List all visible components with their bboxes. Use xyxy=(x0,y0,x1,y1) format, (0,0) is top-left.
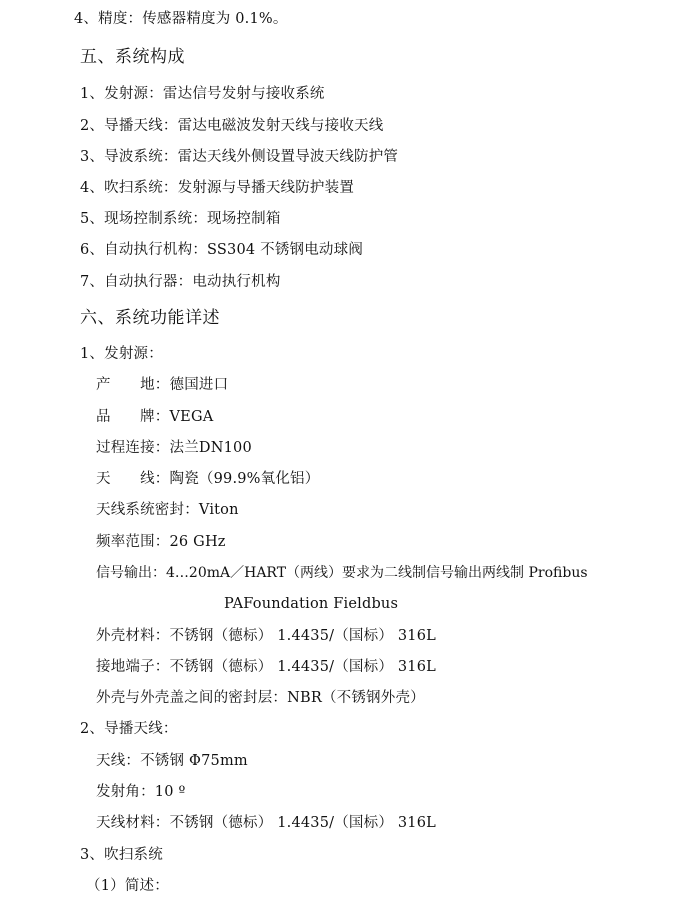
spec-line: 天线：不锈钢 Φ75mm xyxy=(96,753,248,769)
spec-line: 产 地：德国进口 xyxy=(96,377,229,393)
subsection-title: 1、发射源： xyxy=(80,346,163,362)
section-6-heading: 六、系统功能详述 xyxy=(80,308,220,328)
list-item: 2、导播天线：雷达电磁波发射天线与接收天线 xyxy=(80,118,384,134)
spec-line: 外壳材料：不锈钢（德标） 1.4435/（国标） 316L xyxy=(96,628,436,644)
spec-line: 天线材料：不锈钢（德标） 1.4435/（国标） 316L xyxy=(96,815,436,831)
spec-line: 接地端子：不锈钢（德标） 1.4435/（国标） 316L xyxy=(96,659,436,675)
spec-line: 过程连接：法兰DN100 xyxy=(96,440,252,456)
list-item: 3、导波系统：雷达天线外侧设置导波天线防护管 xyxy=(80,149,399,165)
spec-line-continuation: PAFoundation Fieldbus xyxy=(224,596,399,612)
spec-line: 品 牌：VEGA xyxy=(96,409,214,425)
spec-line: 信号输出：4…20mA／HART（两线）要求为二线制信号输出两线制 Profibus xyxy=(96,565,588,581)
list-item: 6、自动执行机构：SS304 不锈钢电动球阀 xyxy=(80,242,364,258)
spec-line: （1）简述： xyxy=(86,878,169,894)
spec-line: 外壳与外壳盖之间的密封层：NBR（不锈钢外壳） xyxy=(96,690,425,706)
section-5-heading: 五、系统构成 xyxy=(80,47,185,67)
list-item: 4、吹扫系统：发射源与导播天线防护装置 xyxy=(80,180,355,196)
list-item: 5、现场控制系统：现场控制箱 xyxy=(80,211,281,227)
spec-line: 发射角：10 º xyxy=(96,784,186,800)
precision-item: 4、精度：传感器精度为 0.1%。 xyxy=(74,11,288,27)
list-item: 1、发射源：雷达信号发射与接收系统 xyxy=(80,86,325,102)
spec-line: 频率范围：26 GHz xyxy=(96,534,226,550)
spec-line: 天 线：陶瓷（99.9%氧化铝） xyxy=(96,471,320,487)
subsection-title: 2、导播天线： xyxy=(80,721,178,737)
list-item: 7、自动执行器：电动执行机构 xyxy=(80,274,281,290)
spec-line: 天线系统密封：Viton xyxy=(96,502,239,518)
subsection-title: 3、吹扫系统 xyxy=(80,847,163,863)
